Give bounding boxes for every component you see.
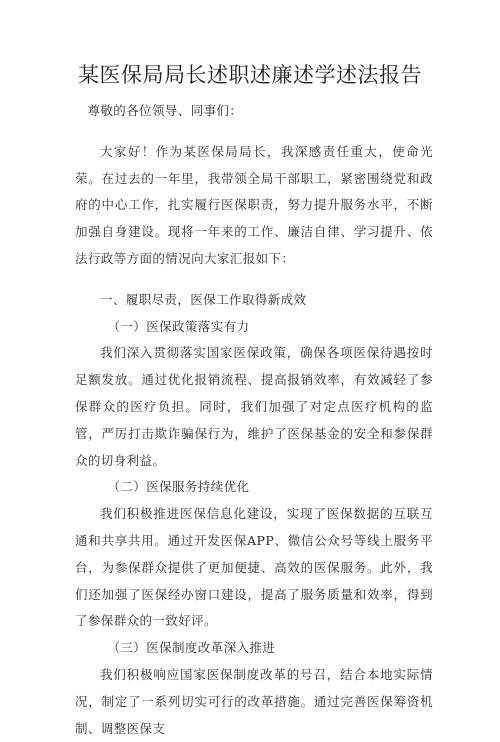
spacer: [75, 273, 433, 287]
body-paragraph: 我们深入贯彻落实国家医保政策，确保各项医保待遇按时足额发放。通过优化报销流程、提高报销效率，有效减轻了参保群众的医疗负担。同时，我们加强了对定点医疗机构的监管，严厉打击欺诈骗保行为，维护了医保基金的安全和参保群众的切身利益。: [75, 345, 433, 468]
intro-paragraph: 大家好！作为某医保局局长，我深感责任重大，使命光荣。在过去的一年里，我带领全局干部职工，紧密围绕党和政府的中心工作，扎实履行医保职责，努力提升服务水平，不断加强自身建设。现将一年来的工作、廉洁自律、学习提升、依法行政等方面的情况向大家汇报如下：: [75, 143, 433, 266]
document-body: [75, 98, 433, 742]
body-paragraph: 我们积极推进医保信息化建设，实现了医保数据的互联互通和共享共用。通过开发医保APP、微信公众号等线上服务平台，为参保群众提供了更加便捷、高效的医保服务。此外，我们还加强了医保经办窗口建设，提高了服务质量和效率，得到了参保群众的一致好评。: [75, 506, 433, 629]
section-heading: 一、履职尽责，医保工作取得新成效: [100, 291, 307, 307]
spacer: [75, 125, 433, 139]
subsection-heading: （一）医保政策落实有力: [107, 318, 250, 334]
body-paragraph: 我们积极响应国家医保制度改革的号召，结合本地实际情况，制定了一系列切实可行的改革措施。通过完善医保筹资机制、调整医保支: [75, 666, 433, 736]
salutation: 尊敬的各位领导、同事们：: [87, 103, 243, 118]
subsection-heading: （二）医保服务持续优化: [107, 479, 250, 495]
document-title: 某医保局局长述职述廉述学述法报告: [78, 63, 422, 87]
subsection-heading: （三）医保制度改革深入推进: [107, 640, 276, 656]
